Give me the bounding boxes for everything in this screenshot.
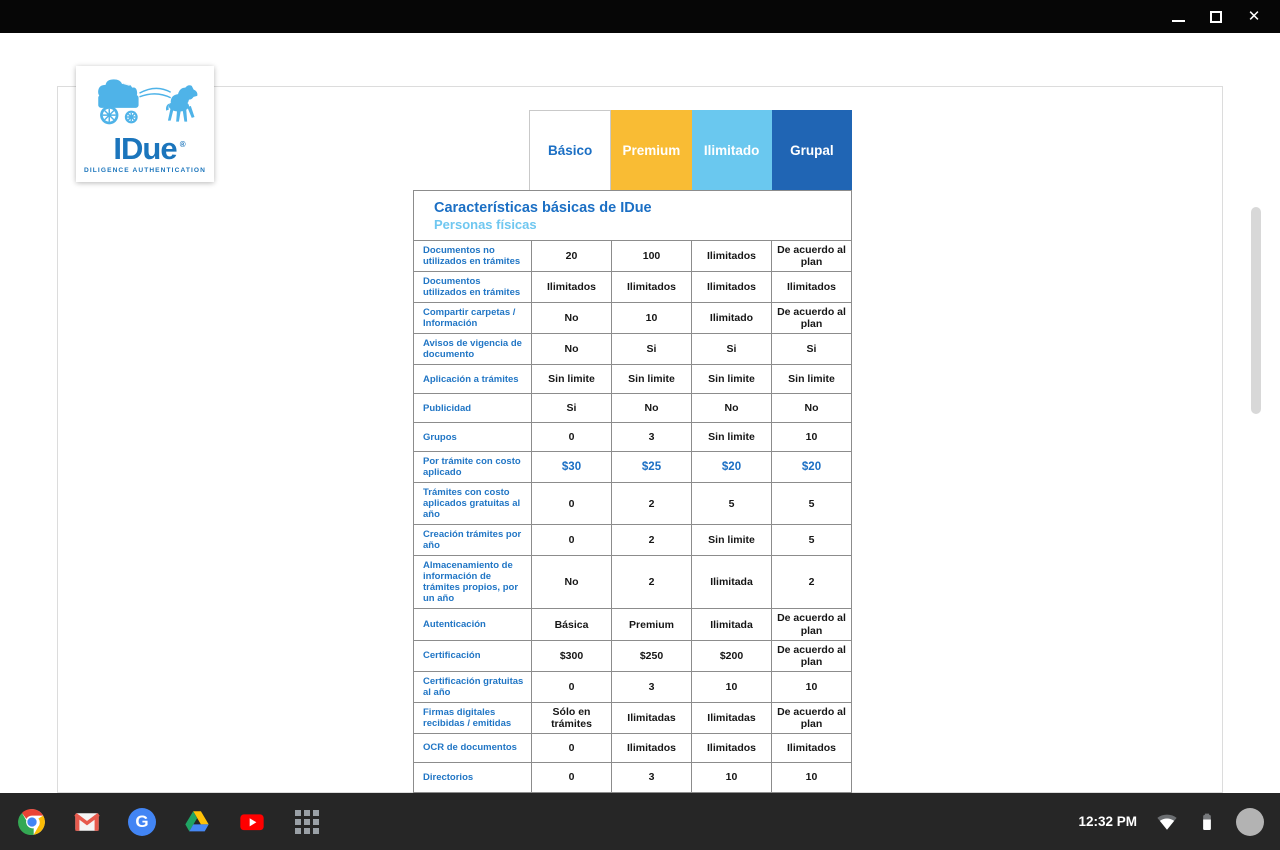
table-row — [414, 763, 851, 792]
drive-icon[interactable] — [183, 808, 211, 836]
feature-value-ilimitado: Ilimitadas — [691, 703, 771, 733]
feature-label: OCR de documentos — [423, 742, 517, 754]
feature-value-basico: $300 — [531, 641, 611, 671]
table-row — [414, 241, 851, 272]
feature-value-grupal: Si — [771, 334, 851, 364]
feature-value-basico: Sólo en trámites — [531, 703, 611, 733]
feature-value-ilimitado: $200 — [691, 641, 771, 671]
gmail-icon[interactable] — [73, 808, 101, 836]
logo-wordmark: IDue ® — [113, 131, 186, 166]
feature-value-ilimitado: $20 — [691, 452, 771, 482]
feature-value-ilimitado: Ilimitada — [691, 609, 771, 639]
feature-value-ilimitado: Si — [691, 334, 771, 364]
table-row — [414, 334, 851, 365]
feature-value-premium: 3 — [611, 763, 691, 792]
maximize-button[interactable] — [1208, 9, 1224, 25]
close-icon: ✕ — [1247, 8, 1261, 25]
feature-value-basico: Sin limite — [531, 365, 611, 393]
registered-mark: ® — [179, 140, 186, 149]
feature-value-basico: 0 — [531, 763, 611, 792]
table-row — [414, 609, 851, 640]
feature-label: Firmas digitales recibidas / emitidas — [423, 706, 512, 729]
feature-label: Por trámite con costo aplicado — [423, 456, 521, 479]
table-subtitle: Personas físicas — [434, 217, 537, 232]
feature-value-premium: Sin limite — [611, 365, 691, 393]
wifi-icon — [1156, 811, 1178, 833]
feature-value-basico: Básica — [531, 609, 611, 639]
table-row — [414, 483, 851, 525]
feature-value-basico: Si — [531, 394, 611, 422]
feature-value-grupal: 10 — [771, 672, 851, 702]
feature-value-premium: No — [611, 394, 691, 422]
feature-label: Avisos de vigencia de documento — [423, 338, 522, 361]
table-row — [414, 303, 851, 334]
feature-label: Autenticación — [423, 619, 486, 631]
feature-value-grupal: 10 — [771, 763, 851, 792]
tab-basico[interactable]: Básico — [529, 110, 611, 190]
feature-value-premium: 3 — [611, 672, 691, 702]
feature-value-basico: 0 — [531, 672, 611, 702]
clock: 12:32 PM — [1078, 814, 1137, 829]
feature-value-premium: Ilimitados — [611, 734, 691, 762]
feature-label: Compartir carpetas / Información — [423, 307, 516, 330]
feature-value-ilimitado: No — [691, 394, 771, 422]
window-titlebar — [0, 0, 1280, 33]
feature-value-premium: $250 — [611, 641, 691, 671]
google-icon[interactable]: G — [128, 808, 156, 836]
feature-label: Creación trámites por año — [423, 529, 522, 552]
feature-value-basico: 0 — [531, 423, 611, 451]
feature-value-grupal: No — [771, 394, 851, 422]
feature-value-ilimitado: Ilimitada — [691, 556, 771, 608]
feature-value-premium: Si — [611, 334, 691, 364]
feature-value-premium: Ilimitados — [611, 272, 691, 302]
feature-value-grupal: De acuerdo al plan — [771, 703, 851, 733]
table-rows — [414, 241, 851, 792]
feature-value-ilimitado: Ilimitados — [691, 734, 771, 762]
table-row — [414, 734, 851, 763]
feature-label: Grupos — [423, 431, 457, 443]
feature-value-ilimitado: Ilimitados — [691, 241, 771, 271]
table-row — [414, 423, 851, 452]
tab-premium[interactable]: Premium — [611, 110, 691, 190]
feature-value-grupal: De acuerdo al plan — [771, 609, 851, 639]
feature-value-grupal: Ilimitados — [771, 272, 851, 302]
plan-tabs — [529, 110, 852, 190]
feature-value-grupal: Ilimitados — [771, 734, 851, 762]
feature-label: Directorios — [423, 771, 474, 783]
feature-value-basico: No — [531, 303, 611, 333]
feature-value-grupal: De acuerdo al plan — [771, 303, 851, 333]
table-row — [414, 365, 851, 394]
table-row — [414, 272, 851, 303]
feature-value-grupal: 2 — [771, 556, 851, 608]
feature-value-basico: 0 — [531, 483, 611, 524]
shelf-apps — [0, 808, 321, 836]
minimize-button[interactable] — [1170, 9, 1186, 25]
feature-value-premium: 2 — [611, 483, 691, 524]
feature-value-premium: Premium — [611, 609, 691, 639]
feature-value-grupal: De acuerdo al plan — [771, 241, 851, 271]
feature-label: Almacenamiento de información de trámites propios, por un año — [423, 560, 519, 605]
feature-label: Documentos no utilizados en trámites — [423, 245, 521, 268]
feature-value-ilimitado: Ilimitados — [691, 272, 771, 302]
feature-label: Certificación gratuitas al año — [423, 675, 524, 698]
feature-label: Aplicación a trámites — [423, 373, 519, 385]
table-row — [414, 556, 851, 609]
launcher-icon[interactable] — [293, 808, 321, 836]
table-title: Características básicas de IDue — [434, 200, 652, 216]
carriage-horse-icon — [90, 78, 200, 134]
table-row — [414, 452, 851, 483]
feature-label: Certificación — [423, 650, 481, 662]
feature-value-ilimitado: Sin limite — [691, 525, 771, 555]
feature-value-basico: No — [531, 334, 611, 364]
table-header — [414, 191, 851, 241]
status-area[interactable] — [1078, 808, 1280, 836]
maximize-icon — [1210, 11, 1222, 23]
table-row — [414, 641, 851, 672]
feature-value-basico: $30 — [531, 452, 611, 482]
feature-value-premium: Ilimitadas — [611, 703, 691, 733]
youtube-icon[interactable] — [238, 808, 266, 836]
minimize-icon — [1172, 20, 1185, 22]
feature-value-basico: 0 — [531, 734, 611, 762]
feature-value-ilimitado: Ilimitado — [691, 303, 771, 333]
close-button[interactable] — [1246, 9, 1262, 25]
feature-value-ilimitado: 10 — [691, 763, 771, 792]
feature-value-ilimitado: Sin limite — [691, 365, 771, 393]
feature-value-grupal: De acuerdo al plan — [771, 641, 851, 671]
scrollbar-thumb[interactable] — [1251, 207, 1261, 414]
tab-ilimitado[interactable]: Ilimitado — [692, 110, 772, 190]
feature-value-grupal: 5 — [771, 483, 851, 524]
table-row — [414, 703, 851, 734]
chrome-icon[interactable] — [18, 808, 46, 836]
feature-value-basico: 0 — [531, 525, 611, 555]
feature-value-ilimitado: Sin limite — [691, 423, 771, 451]
feature-value-premium: 3 — [611, 423, 691, 451]
feature-value-grupal: 5 — [771, 525, 851, 555]
logo-tagline: DILIGENCE AUTHENTICATION — [83, 167, 206, 174]
account-avatar[interactable] — [1236, 808, 1264, 836]
feature-label: Trámites con costo aplicados gratuitas al año — [423, 487, 521, 521]
feature-label: Documentos utilizados en trámites — [423, 276, 521, 299]
shelf — [0, 793, 1280, 850]
feature-value-premium: 2 — [611, 556, 691, 608]
table-row — [414, 525, 851, 556]
feature-value-basico: 20 — [531, 241, 611, 271]
feature-label: Publicidad — [423, 402, 472, 414]
features-table — [413, 190, 852, 793]
idue-logo — [76, 66, 214, 182]
feature-value-premium: $25 — [611, 452, 691, 482]
table-row — [414, 672, 851, 703]
feature-value-grupal: 10 — [771, 423, 851, 451]
table-row — [414, 394, 851, 423]
feature-value-premium: 10 — [611, 303, 691, 333]
feature-value-premium: 100 — [611, 241, 691, 271]
feature-value-grupal: $20 — [771, 452, 851, 482]
tab-grupal[interactable]: Grupal — [772, 110, 852, 190]
feature-value-ilimitado: 5 — [691, 483, 771, 524]
feature-value-basico: Ilimitados — [531, 272, 611, 302]
feature-value-ilimitado: 10 — [691, 672, 771, 702]
feature-value-premium: 2 — [611, 525, 691, 555]
feature-value-grupal: Sin limite — [771, 365, 851, 393]
battery-icon — [1197, 811, 1217, 833]
feature-value-basico: No — [531, 556, 611, 608]
